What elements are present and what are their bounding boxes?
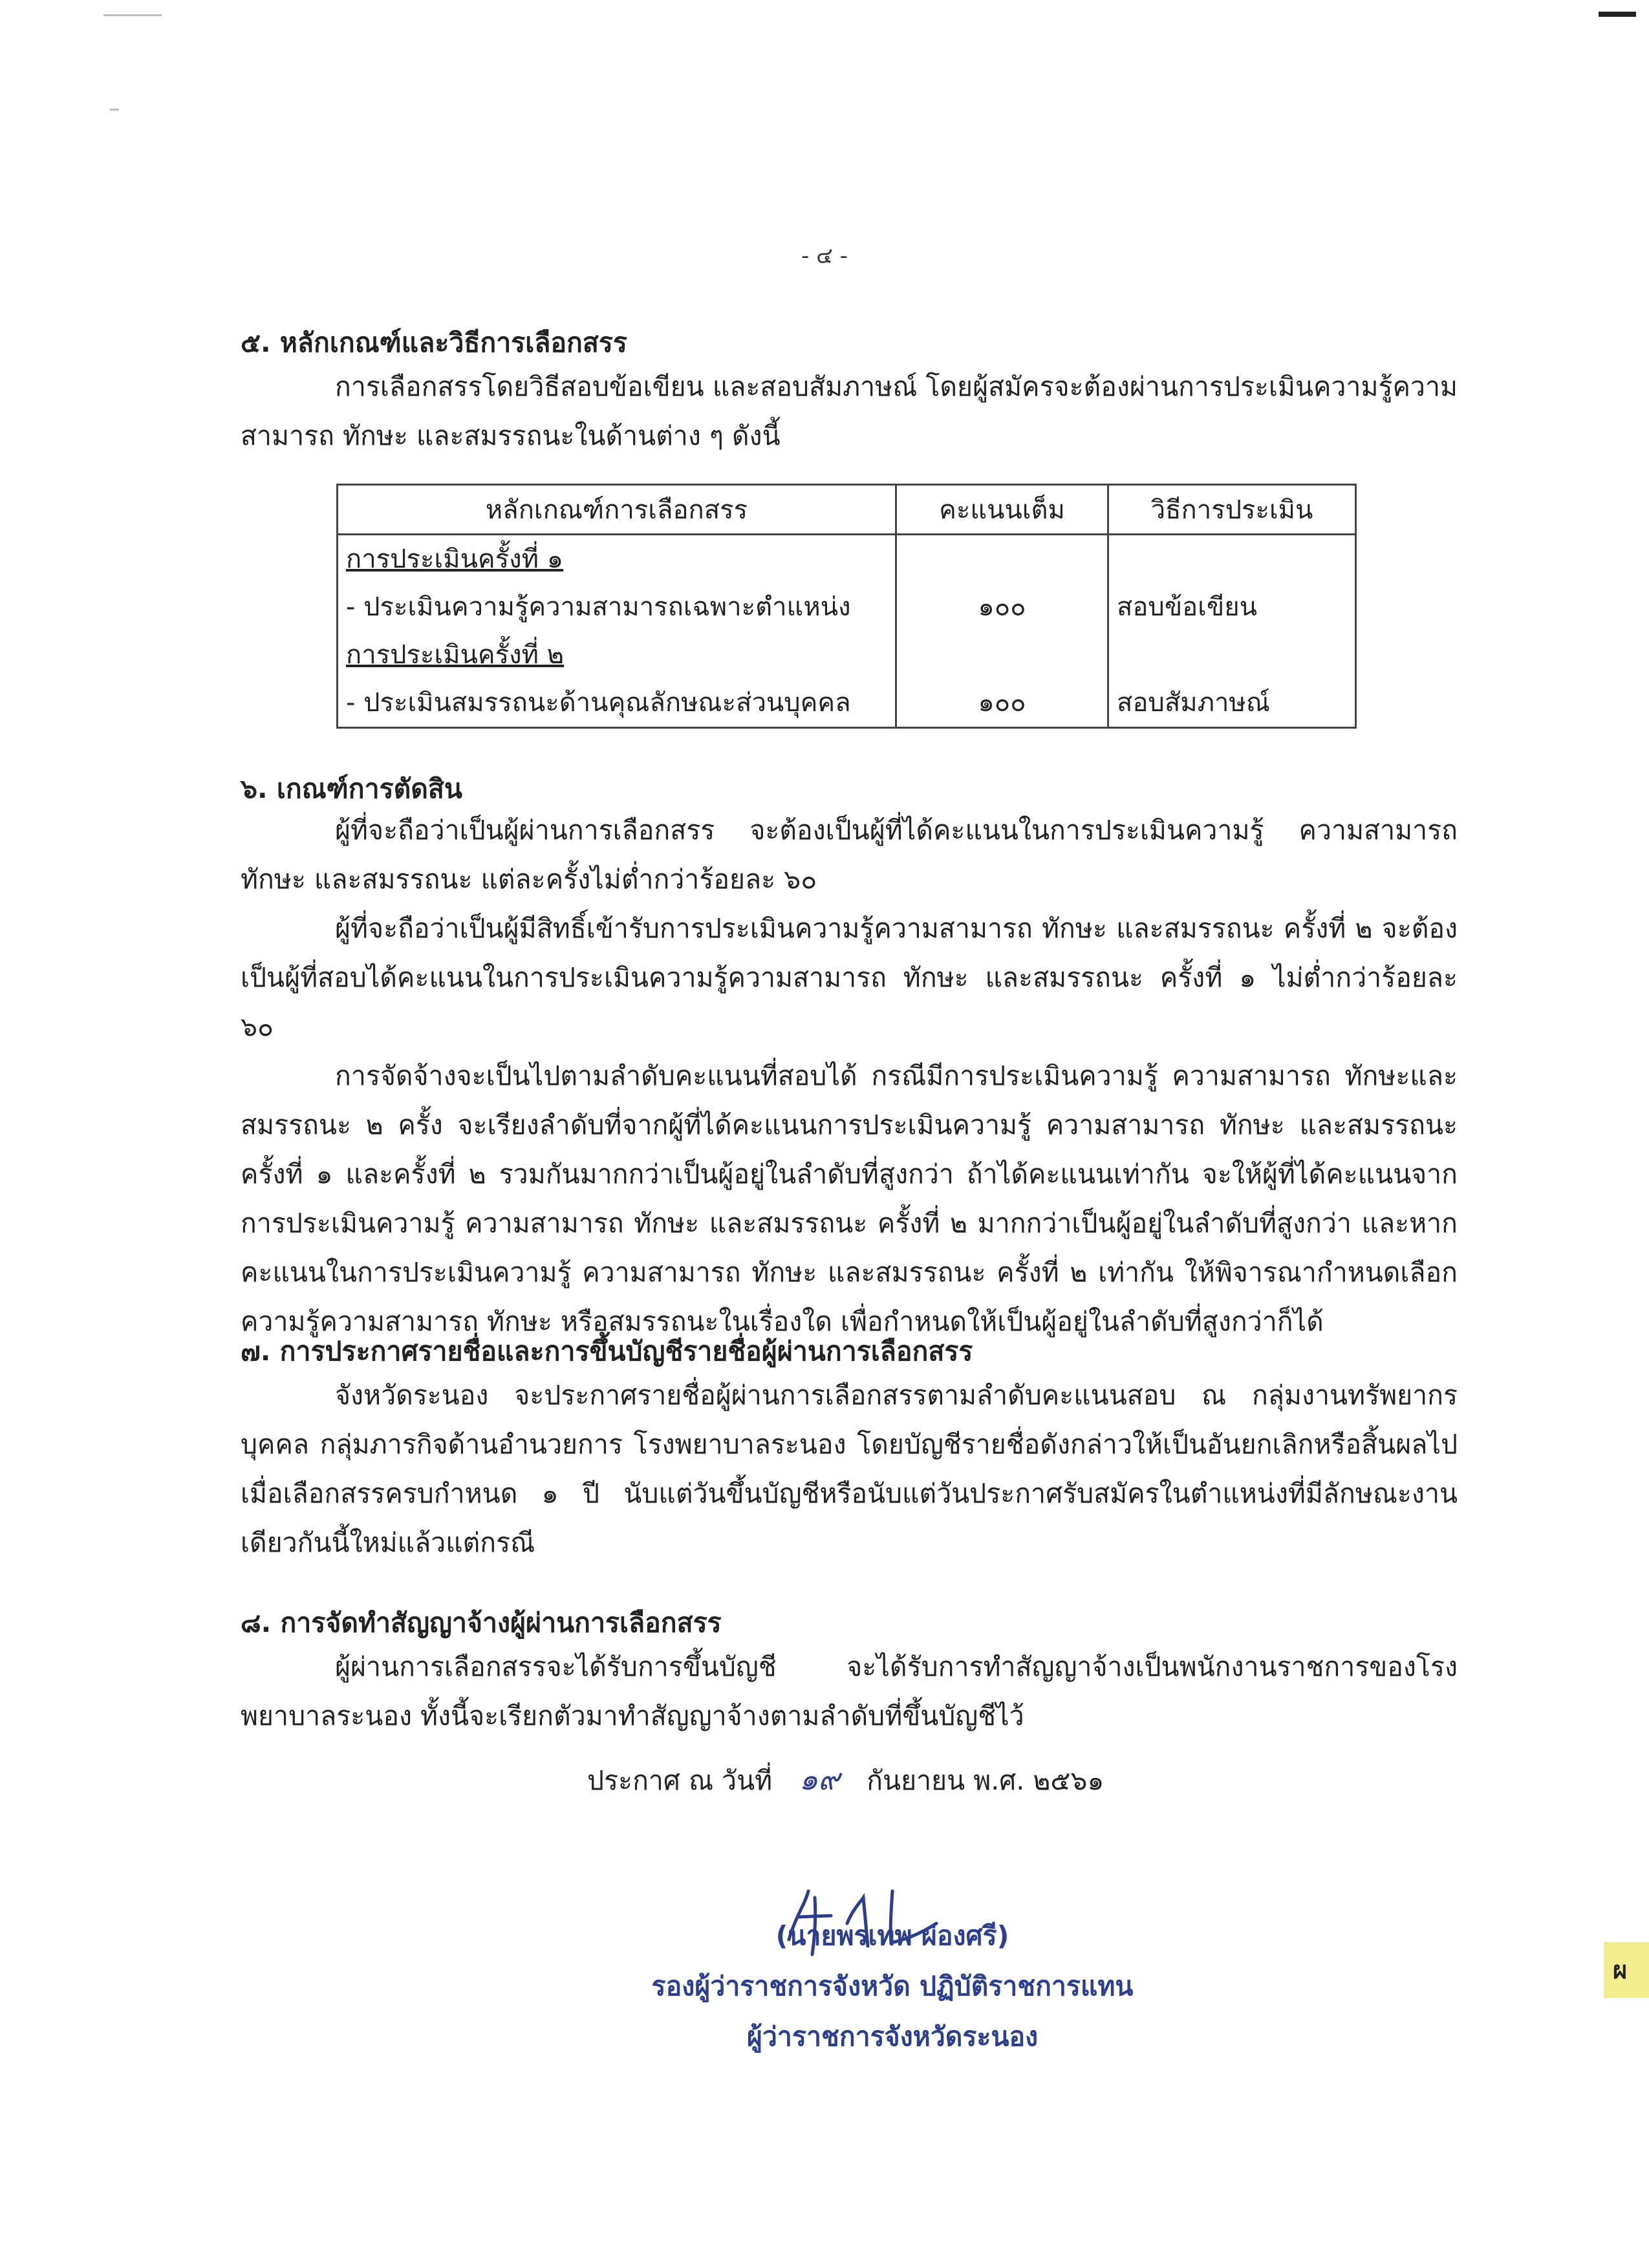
score-value: ๑๐๐: [978, 592, 1026, 622]
section7-body: [241, 1371, 1458, 1567]
announcement-month-year: กันยายน พ.ศ. ๒๕๖๑: [867, 1765, 1105, 1796]
section6-paragraph: ผู้ที่จะถือว่าเป็นผู้ผ่านการเลือกสรร จะต้องเป็นผู้ที่ได้คะแนนในการประเมินความรู้ ความสามารถ ทักษะ และสมรรถนะ แต่ละครั้งไม่ต่ำกว่าร้อยละ ๖๐: [241, 815, 1458, 895]
assessment-item: - ประเมินความรู้ความสามารถเฉพาะตำแหน่ง: [346, 592, 851, 622]
score-value: ๑๐๐: [978, 688, 1026, 718]
score-header: คะแนนเต็ม: [896, 485, 1108, 535]
section6-paragraph: ผู้ที่จะถือว่าเป็นผู้มีสิทธิ์เข้ารับการประเมินความรู้ความสามารถ ทักษะ และสมรรถนะ ครั้งที่ ๒ จะต้องเป็นผู้ที่สอบได้คะแนนในการประเมินความรู้ความสามารถ ทักษะ และสมรรถนะ ครั้งที่ ๑ ไม่ต่ำกว่าร้อยละ ๖๐: [241, 913, 1458, 1042]
score-value: [905, 631, 1099, 679]
score-cell: [896, 535, 1108, 728]
table-row: [338, 535, 1356, 728]
assessment-round-label: การประเมินครั้งที่ ๑: [346, 544, 564, 574]
score-value: [905, 535, 1099, 583]
section7-heading: ๗. การประกาศรายชื่อและการขึ้นบัญชีรายชื่อผู้ผ่านการเลือกสรร: [241, 1336, 973, 1367]
announcement-day: ๑๙: [799, 1762, 840, 1797]
section8-heading: ๘. การจัดทำสัญญาจ้างผู้ผ่านการเลือกสรร: [241, 1607, 722, 1638]
assessment-item: - ประเมินสมรรถนะด้านคุณลักษณะส่วนบุคคล: [346, 688, 851, 718]
section8-body: [241, 1642, 1458, 1740]
signatory-name: (นายพรเทพ ผ่องศรี): [775, 1920, 1009, 1951]
section5-body: [241, 362, 1458, 460]
section6-paragraph: การจัดจ้างจะเป็นไปตามลำดับคะแนนที่สอบได้ กรณีมีการประเมินความรู้ ความสามารถ ทักษะและสมรรถนะ ๒ ครั้ง จะเรียงลำดับที่จากผู้ที่ได้คะแนนการประเมินความรู้ ความสามารถ ทักษะ และสมรรถนะครั้งที่ ๑ และครั้งที่ ๒ รวมกันมากกว่าเป็นผู้อยู่ในลำดับที่สูงกว่า ถ้าได้คะแนนเท่ากัน จะให้ผู้ที่ได้คะแนนจากการประเมินความรู้ ความสามารถ ทักษะ และสมรรถนะ ครั้งที่ ๒ มากกว่าเป็นผู้อยู่ในลำดับที่สูงกว่า และหากคะแนนในการประเมินความรู้ ความสามารถ ทักษะ และสมรรถนะ ครั้งที่ ๒ เท่ากัน ให้พิจารณากำหนดเลือกความรู้ความสามารถ ทักษะ หรือสมรรถนะในเรื่องใด เพื่อกำหนดให้เป็นผู้อยู่ในลำดับที่สูงกว่าก็ได้: [241, 1060, 1458, 1337]
signatory-authority: ผู้ว่าราชการจังหวัดระนอง: [746, 2021, 1039, 2052]
criteria-table: [336, 484, 1357, 729]
method-value: สอบข้อเขียน: [1116, 592, 1257, 622]
scan-artifact: [103, 14, 162, 16]
assessment-round-label: การประเมินครั้งที่ ๒: [346, 640, 565, 670]
criteria-header: หลักเกณฑ์การเลือกสรร: [338, 485, 896, 535]
announcement-prefix: ประกาศ ณ วันที่: [587, 1765, 773, 1796]
section8-paragraph: ผู้ผ่านการเลือกสรรจะได้รับการขึ้นบัญชี จะได้รับการทำสัญญาจ้างเป็นพนักงานราชการของโรงพยาบาลระนอง ทั้งนี้จะเรียกตัวมาทำสัญญาจ้างตามลำดับที่ขึ้นบัญชีไว้: [241, 1651, 1458, 1731]
method-cell: [1108, 535, 1355, 728]
page-number: - ๔ -: [801, 243, 848, 269]
signatory-position: รองผู้ว่าราชการจังหวัด ปฏิบัติราชการแทน: [651, 1971, 1134, 2002]
section6-body: [241, 806, 1458, 1346]
method-header: วิธีการประเมิน: [1108, 485, 1355, 535]
method-value: [1117, 535, 1347, 583]
section6-heading: ๖. เกณฑ์การตัดสิน: [241, 773, 462, 804]
section5-heading: ๕. หลักเกณฑ์และวิธีการเลือกสรร: [241, 327, 627, 358]
method-value: [1117, 631, 1347, 679]
section7-paragraph: จังหวัดระนอง จะประกาศรายชื่อผู้ผ่านการเลือกสรรตามลำดับคะแนนสอบ ณ กลุ่มงานทรัพยากรบุคคล กลุ่มภารกิจด้านอำนวยการ โรงพยาบาลระนอง โดยบัญชีรายชื่อดังกล่าวให้เป็นอันยกเลิกหรือสิ้นผลไปเมื่อเลือกสรรครบกำหนด ๑ ปี นับแต่วันขึ้นบัญชีหรือนับแต่วันประกาศรับสมัครในตำแหน่งที่มีลักษณะงานเดียวกันนี้ใหม่แล้วแต่กรณี: [241, 1380, 1458, 1558]
criteria-table-header-row: [338, 485, 1356, 535]
announcement-date: [587, 1756, 1104, 1803]
side-tab-marker: ผ: [1604, 1942, 1649, 1998]
scan-corner-mark: [1599, 12, 1636, 17]
method-value: สอบสัมภาษณ์: [1116, 688, 1270, 718]
scan-artifact: [110, 109, 119, 111]
criteria-cell: [338, 535, 896, 728]
section5-paragraph: การเลือกสรรโดยวิธีสอบข้อเขียน และสอบสัมภาษณ์ โดยผู้สมัครจะต้องผ่านการประเมินความรู้ความสามารถ ทักษะ และสมรรถนะในด้านต่าง ๆ ดังนี้: [241, 371, 1458, 451]
